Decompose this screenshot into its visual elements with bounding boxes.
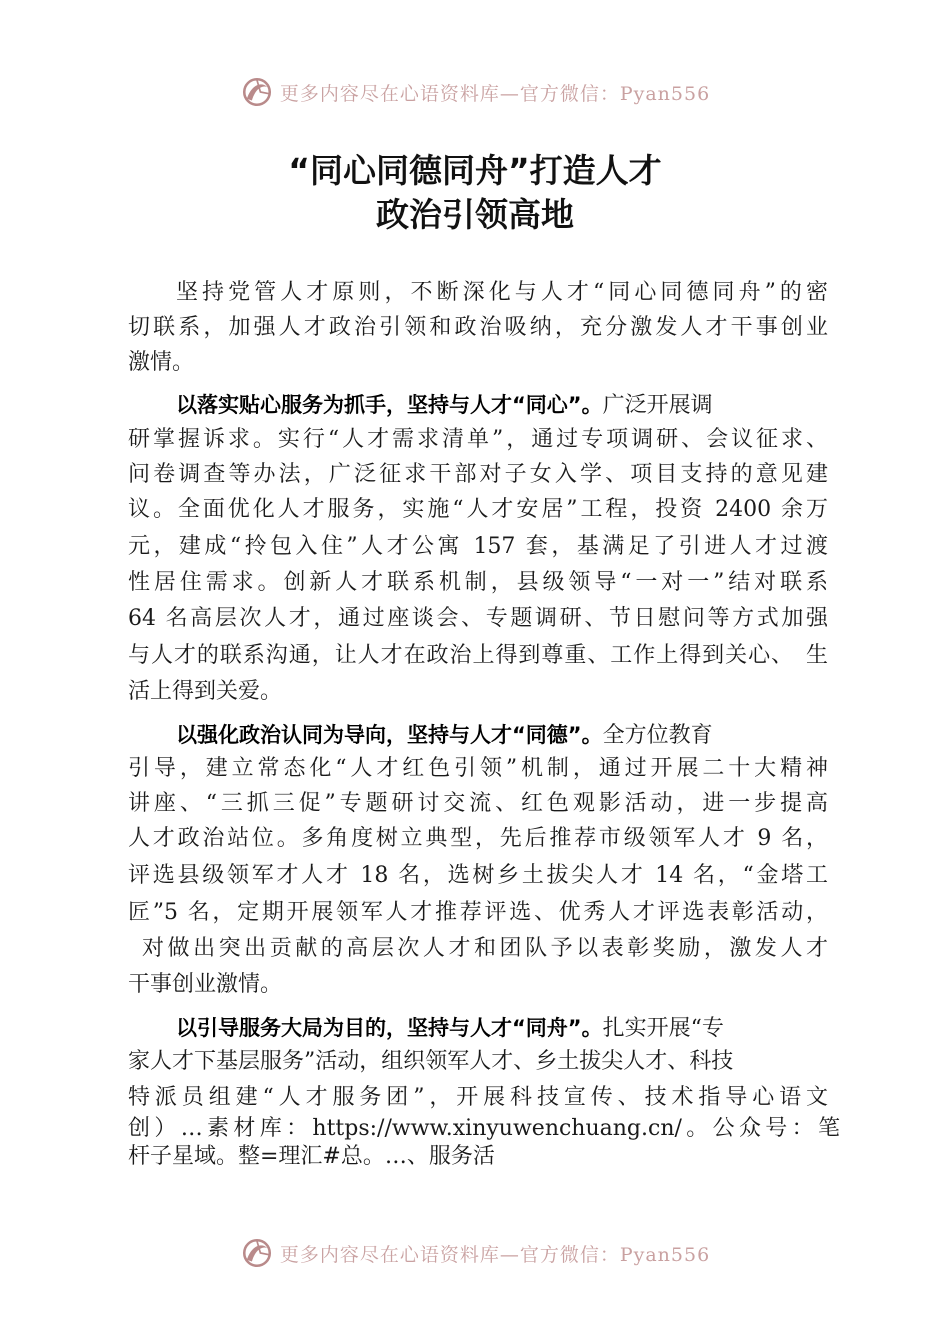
document-title-line-2: 政治引领高地 [376,195,574,234]
section-lead-text: 广泛开展调 [602,393,713,418]
body-line: 杆子星域。整=理汇#总。…、服务活 [128,1144,495,1169]
body-line: 问卷调查等办法，广泛征求干部对子女入学、项目支持的意见建 [128,462,828,487]
watermark-text: 更多内容尽在心语资料库—官方微信：Pyan556 [279,82,711,105]
body-line: 引导，建立常态化“人才红色引领”机制，通过开展二十大精神 [128,756,828,781]
body-line: 研掌握诉求。实行“人才需求清单”，通过专项调研、会议征求、 [128,427,828,452]
section-heading: 以落实贴心服务为抓手，坚持与人才“同心”。 [176,393,603,417]
document-title-line-1: “同心同德同舟”打造人才 [288,151,662,190]
body-line: 家人才下基层服务”活动，组织领军人才、乡土拔尖人才、科技 [128,1049,734,1074]
body-line: 活上得到关爱。 [128,679,283,704]
body-line: 切联系，加强人才政治引领和政治吸纳，充分激发人才干事创业 [128,315,828,340]
swirl-seal-logo-icon [240,1236,274,1270]
body-line: 特派员组建“人才服务团”，开展科技宣传、技术指导心语文 [128,1085,828,1110]
body-line: 与人才的联系沟通，让人才在政治上得到尊重、工作上得到关心、 生 [128,643,828,668]
body-line: 讲座、“三抓三促”专题研讨交流、红色观影活动，进一步提高 [128,791,828,816]
watermark-text: 更多内容尽在心语资料库—官方微信：Pyan556 [279,1243,711,1266]
section-heading: 以引导服务大局为目的，坚持与人才“同舟”。 [176,1016,603,1040]
body-line: 匠”5 名，定期开展领军人才推荐评选、优秀人才评选表彰活动， [128,900,828,925]
watermark-banner-bottom [0,1233,950,1273]
section-lead-text: 全方位教育 [602,723,713,748]
section-2-first-line [128,718,828,752]
body-line: 元，建成“拎包入住”人才公寓 157 套，基满足了引进人才过渡 [128,534,828,559]
body-line: 干事创业激情。 [128,972,283,997]
section-3-first-line [128,1011,828,1045]
section-heading: 以强化政治认同为导向，坚持与人才“同德”。 [176,723,603,747]
body-line: 坚持党管人才原则，不断深化与人才“同心同德同舟”的密 [176,280,828,305]
section-lead-text: 扎实开展“专 [602,1016,724,1041]
swirl-seal-logo-icon [240,75,274,109]
watermark-banner-top [0,72,950,112]
body-line: 激情。 [128,350,195,375]
body-line: 人才政治站位。多角度树立典型，先后推荐市级领军人才 9 名， [128,826,828,851]
body-line: 对做出突出贡献的高层次人才和团队予以表彰奖励，激发人才 [142,936,828,961]
body-line: 评选县级领军才人才 18 名，选树乡土拔尖人才 14 名，“金塔工 [128,863,828,888]
section-1-first-line [128,388,828,422]
body-line: 性居住需求。创新人才联系机制，县级领导“一对一”结对联系 [128,570,828,595]
body-line: 创）…素材库：https://www.xinyuwenchuang.cn/。公众号：笔 [128,1116,840,1141]
body-line: 议。全面优化人才服务，实施“人才安居”工程，投资 2400 余万 [128,497,828,522]
body-line: 64 名高层次人才，通过座谈会、专题调研、节日慰问等方式加强 [128,606,828,631]
